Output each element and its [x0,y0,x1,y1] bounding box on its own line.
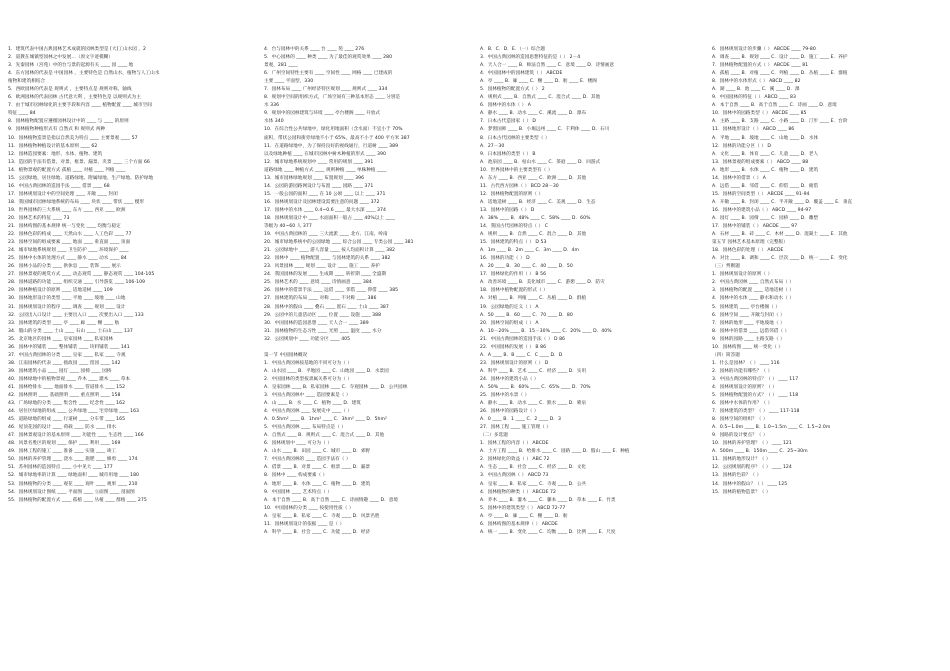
text-line: 45．道路绿地的组成 ____ 行道树 ____ 分车带 ____ 165 [8,417,126,423]
text-line: 22．中国园林的发展（ ） B 86 [480,344,547,350]
text-line: 9．园路的设计要点？（ ） [712,433,768,439]
text-line: 第五节 园林艺术基本原理（完整版） [712,240,788,246]
text-line: 15．园林的空间类型（ ） ABCDE ____ 91-94 [712,191,810,197]
text-line: A．皇家 ____ B．私家 ____ C．寺观 ____ D．公共 [480,481,587,487]
text-line: 27．园林景观的观赏方式 ____ 动态观赏 ____ 静态观赏 ____ 104-105 [8,272,155,278]
text-line: 40．园林绿地中的植物景观 ____ 乔木 ____ 灌木 ____ 草本 [8,376,131,382]
text-line: 12．园林造园要素：地形、水体、植物、建筑 [8,151,103,157]
text-line: 23．风景园林 ____ 规划 ____ 设计 ____ 施工 ____ 养护 [264,264,380,270]
text-line: 25．园林中水体的处理方式 ____ 静水 ____ 动水 ____ 84 [8,256,127,262]
text-line: 23．园林规划设计的原则（ ） D [480,360,549,366]
text-line: A．天人合一 ____ B．师法自然 ____ C．意境 ____ D．诗情画意 [480,63,615,69]
text-line: A．亭 ____ B．廊 ____ C．榭 ____ D．舫 ____ E．楼阁 [480,79,597,85]
text-line: A．27－30 [480,143,505,149]
text-line: A．A ____ B．B ____ C．C ____ D．D [480,352,563,358]
text-line: 植物和建筑相结合 [8,79,46,85]
text-line: 16．中国古典园林的造园手法 ____ 借景 ____ 68 [8,183,110,189]
text-line: A．规则式 ____ B．自然式 ____ C．混合式 ____ D．其他 [480,95,601,101]
text-line: 21．中国古典园林的造园手法（ ） D 86 [480,336,566,342]
text-line: 5．西欧园林的代表是 规则式 ，主要特点是 规则对称、轴线 [8,87,132,93]
text-line: A．自然式 ____ B．规则式 ____ C．混合式 ____ D．其他 [264,433,385,439]
text-line: 42．园林照明 ____ 基础照明 ____ 重点照明 ____ 158 [8,393,121,399]
text-line: 5．中心园林的 ____ 种类 ____ 为了最佳的观赏效果 ____ 280 [264,55,393,61]
text-line: 43．广场绿地的分类 ____ 集会性 ____ 纪念性 ____ 162 [8,401,126,407]
text-line: 10．中国园林的分类 ____ 按使用性质（ ） [264,505,354,511]
text-line: 9．园林植物种植形式有 自然式 和 规则式 两种 [8,127,106,133]
text-line: A．50 ____ B．60 ____ C．70 ____ D．80 [480,312,573,318]
text-line: A．科学 ____ B．艺术 ____ C．经济 ____ D．实用 [480,368,587,374]
text-line: 13．园林景观的组成要素（ ） ABCD ____ 88 [712,159,809,165]
text-line: 14．我国古代园林的特点（ ） C [480,224,548,230]
text-line: 18．我国城市园林绿地系统的布局 ____ 块状 ____ 带状 ____ 楔形 [8,199,145,205]
text-line: 3．中国古典园林中 ____ 造园要素是（ ） [264,393,351,399]
text-line: A．38% ____ B．48% ____ C．58% ____ D．60% [480,215,591,221]
text-line: （三）判断题 [712,264,740,270]
text-line: 26．园林中的借景手法 ____ 远借 ____ 邻借 ____ 仰借 ____ 385 [264,288,399,294]
text-line: 26．园林中的园路设计（ ） [480,409,539,415]
text-line: A．山 ____ B．水 ____ C．植物 ____ D．建筑 [264,401,361,407]
text-line: 21．公园绿地中 ____ 游人容量 ____ 按人均面积计算 ____ 382 [264,248,396,254]
text-line: 5．中国古典园林 ____ 布局特点是（ ） [264,425,346,431]
text-line: 1．建筑代表中国古典园林艺术成就的园林类型是 [大]工山水园 ，2 [8,47,147,52]
text-line: A．文化 ____ B．体育 ____ C．儿童 ____ D．老人 [712,151,819,157]
text-line: 4．东方园林的代表是 中国园林 ，主要特色是 自然山水，植物与人工山水 [8,71,160,77]
text-line: 31．园林植物的生态习性 ____ 光照 ____ 温度 ____ 水分 [264,328,382,334]
text-line: 39．园林建筑小品 ____ 园灯 ____ 园椅 ____ 园桥 [8,368,112,374]
text-line: 46．屋顶花园的设计 ____ 荷载 ____ 防水 ____ 排水 [8,425,117,431]
text-line: 17．园林中的水体 ____ 0.4~0.6 ____ 最大水深 ____ 374 [264,207,386,213]
text-line: 20．园林艺术的特征 ____ 73 [8,215,70,221]
text-line: 9．中国园林 ____ 艺术特点（ ） [264,489,332,495]
text-line: 53．园林植物的分类 ____ 观花 ____ 观叶 ____ 观果 ____ 210 [8,481,138,487]
text-line: A．科学 ____ B．社会 ____ C．功能 ____ D．经济 [264,529,371,535]
text-line: （二）多选题 [480,433,508,439]
text-line: 5．园林中的建筑类型（ ） ABCD 72-77 [480,505,566,511]
text-line: 10．园林植物造景是指以自然美为特点 ____ 主要景观 ____ 57 [8,135,138,141]
text-line: 9．规划中的园林建筑与环境 ____ 亭台楼阁 ____ 开放式 [264,111,381,117]
text-line: 35．北京地区的园林 ____ 皇家园林 ____ 私家园林 [8,336,114,342]
text-line: 49．园林工程的施工 ____ 准备 ____ 实施 ____ 竣工 [8,449,117,455]
text-line: A．皇家园林 ____ B．私家园林 ____ C．寺观园林 ____ D．公共园林 [264,384,408,390]
text-line: 4．园林中的水体 ____ 静水和动水（ ） [712,296,794,302]
text-line: 6．园林规划中 ____ 可分为（ ） [264,441,332,447]
text-line: A．0.5~1.0m ____ B．1.0~1.5m ____ C．1.5~2.0m [712,425,831,431]
text-line: 7．园林布局 ____ 广州经济特区规划 ____ 规则式 ____ 334 [264,87,388,93]
text-line: 21．园林构图的基本规律 统一与变化 ____ 均衡与稳定 [8,224,121,230]
text-line: 8．园林中的水体形式（ ） ABCD ____ 82 [712,79,801,85]
text-line: 4．中国园林中的园林建筑（ ） ABCDE [480,71,563,77]
text-line: 6．园林中水体的作用？（ ） [712,401,773,407]
text-line: A．生态 ____ B．社会 ____ C．经济 ____ D．文化 [480,465,587,471]
text-line: 29．园林种植设计的原则 ____ 适地适树 ____ 109 [8,288,113,294]
text-line: 4．园林植物的种类（ ） ABCDE 72 [480,489,556,495]
text-line: 16．园林的功能（ ） D [480,256,530,262]
text-line: A．地形 ____ B．水体 ____ C．植物 ____ D．建筑 [712,167,819,173]
text-line: A．规则 ____ B．自然 ____ C．混合 ____ D．其他 [480,232,587,238]
text-line: 29．公园中的儿童活动区 ____ 位置 ____ 设施 ____ 388 [264,312,382,318]
text-line: 17．园林中的铺装（ ） ABCDE ____ 97 [712,224,798,230]
text-line: 38．江南园林的代表 ____ 拙政园 ____ 留园 ____ 142 [8,360,121,366]
text-line: 6．园林中的水体（ ） A [480,103,531,109]
text-line: 2．道教在城镇型园林之中发展...（原文字迹模糊） [8,55,114,61]
text-line: 44．居住区绿地的组成 ____ 公共绿地 ____ 宅旁绿地 ____ 163 [8,409,140,415]
text-line: 5．园林植物的配置方式（ ） 2 [480,87,545,93]
text-line: 9．园林的园路 ____ 主路支路（ ） [712,336,785,342]
text-line: 16．园林中的建筑小品（ ） ABCD ____ 94-97 [712,207,812,213]
text-line: 9．中国园林的特征（ ） ABCD ____ 83 [712,95,796,101]
text-line: A．对比 ____ B．调和 ____ C．层次 ____ D．统一 ____ E．变化 [712,256,848,262]
text-line: 10．园林的养护管理？（ ） ____ 121 [712,441,792,447]
text-line: A．0.5hm² ____ B．1hm² ____ C．3hm² ____ D．5hm² [264,417,387,423]
text-line: 以及绿地种植 ____ 在城市园林中树木种植的形式 ____ 390 [264,151,386,157]
text-line: 2．中国园林的类型按隶属关系可分为（ ） [264,376,353,382]
text-line: 7．园林建筑的类型？（ ） ____ 117-118 [712,409,800,415]
text-line: 14．公园的游园路网设计与布置 ____ 园路 ____ 371 [264,183,374,189]
text-line: 18．园林规划设计中 ____ 水面面积一般占 ____ 40%以上 ____ [264,215,395,221]
text-line: A．石材 ____ B．砖 ____ C．木材 ____ D．混凝土 ____ E．其他 [712,232,848,238]
text-line: 10．世界园林中的主要类型有（ ） [480,167,553,173]
text-line: 30．园林地形设计的类型 ____ 平地 ____ 坡地 ____ 山地 [8,296,126,302]
text-line: 第一节 中国园林概况 [264,352,308,358]
text-line: A．园灯 ____ B．园椅 ____ C．园桥 ____ D．雕塑 [712,215,819,221]
text-line: A．静水 ____ B．动水 ____ C．溪流 ____ D．瀑布 [480,111,587,117]
text-line: 3．园林植物的配置 ____ 适地适树（ ） [712,288,794,294]
text-line: 11．园林植物种植设计的基本原则 ____ 62 [8,143,98,149]
text-line: 7．园林的地形 ____ 平地坡地（ ） [712,320,785,326]
text-line: A．山水 ____ B．田园 ____ C．城市 ____ D．郊野 [264,449,371,455]
text-line: 15．一般公园的面积 ____ 在 10 公顷 ____ 以上 ____ 371 [264,191,386,197]
text-line: 37．中国古典园林的分类 ____ 皇家 ____ 私家 ____ 寺观 [8,352,126,358]
text-line: 5．园林植物配置的方式？（ ） ____ 118 [712,393,799,399]
text-line: A．适地适树 ____ B．经济 ____ C．美观 ____ D．生态 [480,199,596,205]
text-line: 5．园林建筑 ____ 亭台楼阁（ ） [712,304,780,310]
text-line: A．改善环境 ____ B．美化城市 ____ C．游憩 ____ D．防灾 [480,280,605,286]
text-line: 48．风景名胜区的规划 ____ 保护 ____ 利用 ____ 169 [8,441,121,447]
text-line: 10．园林构图 ____ 统一变化（ ） [712,344,783,350]
text-line: 8．园林中 ____ 构成要素（ ） [264,473,328,479]
text-line: 8．园林中的借景 ____ 远借邻借（ ） [712,328,790,334]
text-line: A．梦窗国师 ____ B．小堀远州 ____ C．千利休 ____ D．石川 [480,127,610,133]
text-line: 32．公园出入口设计 ____ 主要出入口 ____ 次要出入口 ____ 133 [8,312,144,318]
text-line: A．孤植 ____ B．对植 ____ C．列植 ____ D．丛植 ____ E．群植 [712,71,848,77]
text-line: 3．中国古典园林的造园思想特征的是（ ） 2－4 [480,55,581,61]
text-line: 26．园林小品的分类 ____ 供休息 ____ 装饰 ____ 展示 [8,264,121,270]
text-line: 特征 ____ 84 [8,111,36,117]
text-line: 13．城市园林绿地规划 ____ 布置规划 ____ 396 [264,175,365,181]
text-line: 7．日本古代造园家（ ） D [480,119,537,125]
text-line: 14．园林中的假山？（ ） ____ 125 [712,481,788,487]
text-line: 18．园林中植物配置的形式（ ） [480,288,548,294]
text-line: 28．园林中的假山 ____ 叠石 ____ 置石 ____ 土山 ____ 387 [264,304,389,310]
text-line: 33．园林建筑的类型 ____ 亭 ____ 廊 ____ 榭 ____ 舫 [8,320,120,326]
text-line: 11．古代西方园林（ ） BCD 28－30 [480,183,559,189]
text-line: A．静水 ____ B．动水 ____ C．跌水 ____ D．喷泉 [480,401,587,407]
text-line: 2．园林的功能有哪些？（ ） [712,368,773,374]
text-line: 3．中国古典园林（ ） ABCD 73 [480,473,549,479]
text-line: A．土方工程 ____ B．给排水 ____ C．园路 ____ D．假山 ____ E．种植 [480,449,630,455]
text-line: 14．园林中的借景（ ） A [712,175,766,181]
column-1 [8,46,258,660]
text-line: 36．园林中的铺装 ____ 整体铺装 ____ 块料铺装 ____ 141 [8,344,130,350]
text-line: 23．园林空间的组成要素 ____ 地面 ____ 垂直面 ____ 顶面 [8,240,131,246]
text-line: A．远借 ____ B．邻借 ____ C．仰借 ____ D．俯借 [712,183,819,189]
text-line: 32．公园规划中 ____ 功能分区 ____ 405 [264,336,351,342]
text-line: 6．园林空间 ____ 开敞与封闭（ ） [712,312,785,318]
text-line: 6．欧洲园林的代表园林 古代意大利 ，主要特色是 以规则式为主 [8,95,141,101]
text-line: （四）简答题 [712,352,740,358]
text-line: 54．园林规划设计图纸 ____ 平面图 ____ 立面图 ____ 剖面图 [8,489,135,495]
text-line: 20．园林空间的组成（ ） A [480,320,539,326]
text-line: 4．园林规划设计的原则？（ ） [712,384,777,390]
text-line: A．地形 ____ B．水体 ____ C．植物 ____ D．建筑 [264,481,371,487]
text-line: 17．园林绿化的作用（ ） B 56 [480,272,547,278]
text-line: 4．中国古典园林 ____ 发展史中 ____（ ） [264,409,353,415]
text-line: 6．广州空间特性主要有 ____ 空间性 ____ 网格 ____ 已建成的 [264,71,393,77]
text-line: 15．园林的植物造景？（ ） [712,489,771,495]
text-line: 1．园林规划设计的原则（ ） [712,272,773,278]
text-line: 47．园林景观设计的基本原则 ____ 功能性 ____ 生态性 ____ 166 [8,433,144,439]
text-line: 27．园林工程 ____ 施工管理（ ） [480,425,551,431]
text-line: 8．日本古代园林的主要类型（ ） [480,135,550,141]
text-line: 8．规划中空间的组织方式，广场空间有三种基本形态 ____ 分别是 [264,95,401,101]
text-line: 19．中国古典园林的 ____ 三大流派 ____ 北方、江南、岭南 [264,232,388,238]
text-line: 10．在综合性公共绿地中，绿化用地面积（含水面）不宜小于 70% [264,127,403,133]
text-line: 22．园林中 ____ 植物配置 ____ 与园林建筑的关系 ____ 382 [264,256,391,262]
text-line: 27．园林建筑的布局 ____ 对称 ____ 不对称 ____ 386 [264,296,377,302]
text-line: 13．造园的手法有借景、对景、框景、漏景、夹景 ____ 三个方面 66 [8,159,150,165]
text-line: 主要 ____ 平面型，330 [264,79,314,85]
text-line: 8．园林空间的组织？（ ） [712,417,768,423]
text-line: 13．园林中的园路（ ） D [480,207,535,213]
text-line: A．池泉园 ____ B．枯山水 ____ C．茶庭 ____ D．回游式 [480,159,601,165]
text-line: 3．先秦园林（宫苑）中的台与景的起源有关 ____ 园 ____ 地 [8,63,134,69]
text-line: 24．园林中的建筑小品（ ） [480,376,539,382]
text-line: 16．园林规划设计及园林建设需要注意的问题 ____ 372 [264,199,380,205]
column-4 [712,46,944,660]
text-line: A．湖 ____ B．池 ____ C．溪 ____ D．瀑 [712,87,800,93]
text-line: 12．园林的功能分区（ ） D [712,143,771,149]
text-line: A．开敞 ____ B．封闭 ____ C．半开敞 ____ D．覆盖 ____ E．垂直 [712,199,853,205]
text-line: A．10－20% ____ B．15－30% ____ C．20% ____ D．40% [480,328,612,334]
text-line: 10．园林中的园路类型（ ） ABCDE ____ 85 [712,111,807,117]
text-line: 6．园林规划设计的步骤（ ） ABCDE ____ 79-80 [712,47,816,52]
text-line: 景观，281 ____ [264,63,298,69]
text-line: 15．园林建筑的特点（ ） D 53 [480,240,547,246]
text-line: 24．城市绿地系统规划 ____ 卫生防护 ____ 环境保护 ____ [8,248,129,254]
text-line: A．乔木 ____ B．灌木 ____ C．藤本 ____ D．草本 ____ E．竹类 [480,497,616,503]
text-line: 等级为 40~60 人 377 [264,224,312,230]
text-line: 24．我国园林的发展 ____ 生成期 ____ 转折期 ____ 全盛期 [264,272,387,278]
text-line: 30．中国园林的造园思想 ____ 天人合一 ____ 389 [264,320,369,326]
text-line: A．皇家 ____ B．私家 ____ C．寺观 ____ D．风景名胜 [264,513,380,519]
text-line: A．0 ____ B．1 ____ C．2 ____ D．3 [480,417,561,423]
text-line [264,344,474,352]
text-line: 41．园林给排水 ____ 地面排水 ____ 管道排水 ____ 152 [8,384,126,390]
text-line: A．亭 ____ B．廊 ____ C．榭 ____ D．舫 [480,513,568,519]
text-line: 20．城市绿地系统中的公园绿地 ____ 综合公园 ____ 专类公园 ____ 381 [264,240,414,246]
text-line: 2．中国古典园林 ____ 自然式布局（ ） [712,280,794,286]
text-line: 11．园林地形设计（ ） ABCD ____ 86 [712,127,795,133]
text-line: 11．在道路绿地中，为了保持良好的视线通行，行道树 ____ 389 [264,143,399,149]
text-line: A．本于自然 ____ B．高于自然 ____ C．诗画情趣 ____ D．意境 [264,497,399,503]
text-line: 道路绿地 ____ 种植方式 ____ 规则种植 ____ 单株种植 ____ [264,167,387,173]
text-line: 6．园林构图的基本规律（ ） ABCDE [480,521,558,527]
text-line: 面积，带状公园和街旁绿地不小于 65%，最高不小于 400 平方米 387 [264,135,410,141]
text-line: 9．日本园林的类型（ ） B [480,151,536,157]
text-line: 水体 340 [264,119,284,125]
text-line: 51．苏州园林的造园特点 ____ 小中见大 ____ 177 [8,465,113,471]
text-line: A．山水园 ____ B．平地园 ____ C．山地园 ____ D．水景园 [264,368,389,374]
text-line: 11．园林规划设计的依据 ____ 是（ ） [264,521,345,527]
column-2 [264,46,474,660]
text-line: 水 336 [264,103,280,109]
text-line: A．本于自然 ____ B．高于自然 ____ C．诗画 ____ D．意境 [712,103,837,109]
text-line: 1．什么是园林？（ ） ____ 116 [712,360,780,366]
text-line: 19．公园绿地的定义（ ） A [480,304,539,310]
text-line: A．平地 ____ B．坡地 ____ C．山地 ____ D．水体 [712,135,819,141]
text-line: 1．园林工程的内容（ ） ABCDE [480,441,549,447]
text-line: 13．园林的色彩？（ ） [712,473,762,479]
text-line: 18．园林色彩的处理（ ） ABCDE [712,248,784,254]
text-line: 2．园林绿化的效益（ ） ABC 72 [480,457,550,463]
column-3 [480,46,700,660]
text-line: 4．台与园林中的关系 ____ 台 ____ 苑 ____ 276 [264,47,365,52]
text-line: 12．园林植物配置的原则（ ） [480,191,544,197]
text-line: 25．园林中的水景（ ） [480,393,530,399]
text-line: 7．由于城市园林绿化的主要手段和内容 ____ 植物配置 ____ 城市空间 [8,103,152,109]
text-line: A．1m ____ B．2m ____ C．3m ____ D．4m [480,248,580,254]
text-line: 11．园林的地形设计？（ ） [712,457,771,463]
text-line: A．东方 ____ B．西亚 ____ C．欧洲 ____ D．其他 [480,175,587,181]
text-line: 12．城市绿地系统规划中 ____ 常用的规划 ____ 391 [264,159,374,165]
text-line: A．主路 ____ B．支路 ____ C．小路 ____ D．汀步 ____ E．台阶 [712,119,848,125]
text-line: A．20 ____ B．30 ____ C．40 ____ D．50 [480,264,573,270]
text-line: A．统一 ____ B．变化 ____ C．均衡 ____ D．比例 ____ E．尺度 [480,529,616,535]
text-line: 8．园林植物配置应遵循园林设计中的 ____ 与 ____ 的原则 [8,119,129,125]
text-line: 14．植物景观的配置方式 孤植 ____ 对植 ____ 列植 ____ [8,167,126,173]
text-line: A．50% ____ B．60% ____ C．65% ____ D．70% [480,384,591,390]
text-line: 34．假山的分类 ____ 土山 ____ 石山 ____ 土石山 ____ 137 [8,328,133,334]
text-line: 1．中国古典园林按基地的不同可分为（ ） [264,360,353,366]
text-line: 25．园林艺术的 ____ 意境 ____ 诗情画意 ____ 384 [264,280,372,286]
text-line: A．500m ____ B．150m ____ C．25~30m [712,449,808,455]
text-line: 15．公园绿地、居住绿地、道路绿地、附属绿地、生产绿地、防护绿地 [8,175,154,181]
text-line: A．调查 ____ B．规划 ____ C．设计 ____ D．施工 ____ E．养护 [712,55,848,61]
text-line: 22．园林色彩的构成 ____ 天然山水 ____ 人工色彩 ____ 77 [8,232,132,238]
text-line: 55．园林植物的配置方式 ____ 孤植 ____ 丛植 ____ 群植 ____ 275 [8,497,147,503]
text-line: 7．园林植物配置的方式（ ） ABCDE ____ 81 [712,63,809,69]
text-line: 52．城市绿地率的计算 ____ 绿地面积 ____ 城市用地 ____ 180 [8,473,140,479]
text-line: 12．公园规划的程序？（ ） ____ 124 [712,465,792,471]
text-line: A．对植 ____ B．列植 ____ C．丛植 ____ D．群植 [480,296,587,302]
text-line: 7．中国古典园林的 ____ 造园手法有（ ） [264,457,351,463]
text-line: A．B．C．D．E．（一）综合题 [480,47,545,52]
text-line: 19．世界园林的三大系统 ____ 东方 ____ 西亚 ____ 欧洲 [8,207,126,213]
text-line: A．借景 ____ B．对景 ____ C．框景 ____ D．漏景 [264,465,371,471]
text-line: 50．园林的养护管理 ____ 浇水 ____ 施肥 ____ 修剪 ____ 174 [8,457,138,463]
text-line: 3．中国古典园林的特点？（ ） ____ 117 [712,376,799,382]
text-line: 28．园林道路的功能 ____ 组织交通 ____ 引导游览 ____ 106-109 [8,280,146,286]
text-line: 17．园林规划设计中的空间处理 ____ 开敞 ____ 封闭 [8,191,118,197]
text-line: 31．园林规划设计的程序 ____ 调查 ____ 规划 ____ 设计 [8,304,126,310]
